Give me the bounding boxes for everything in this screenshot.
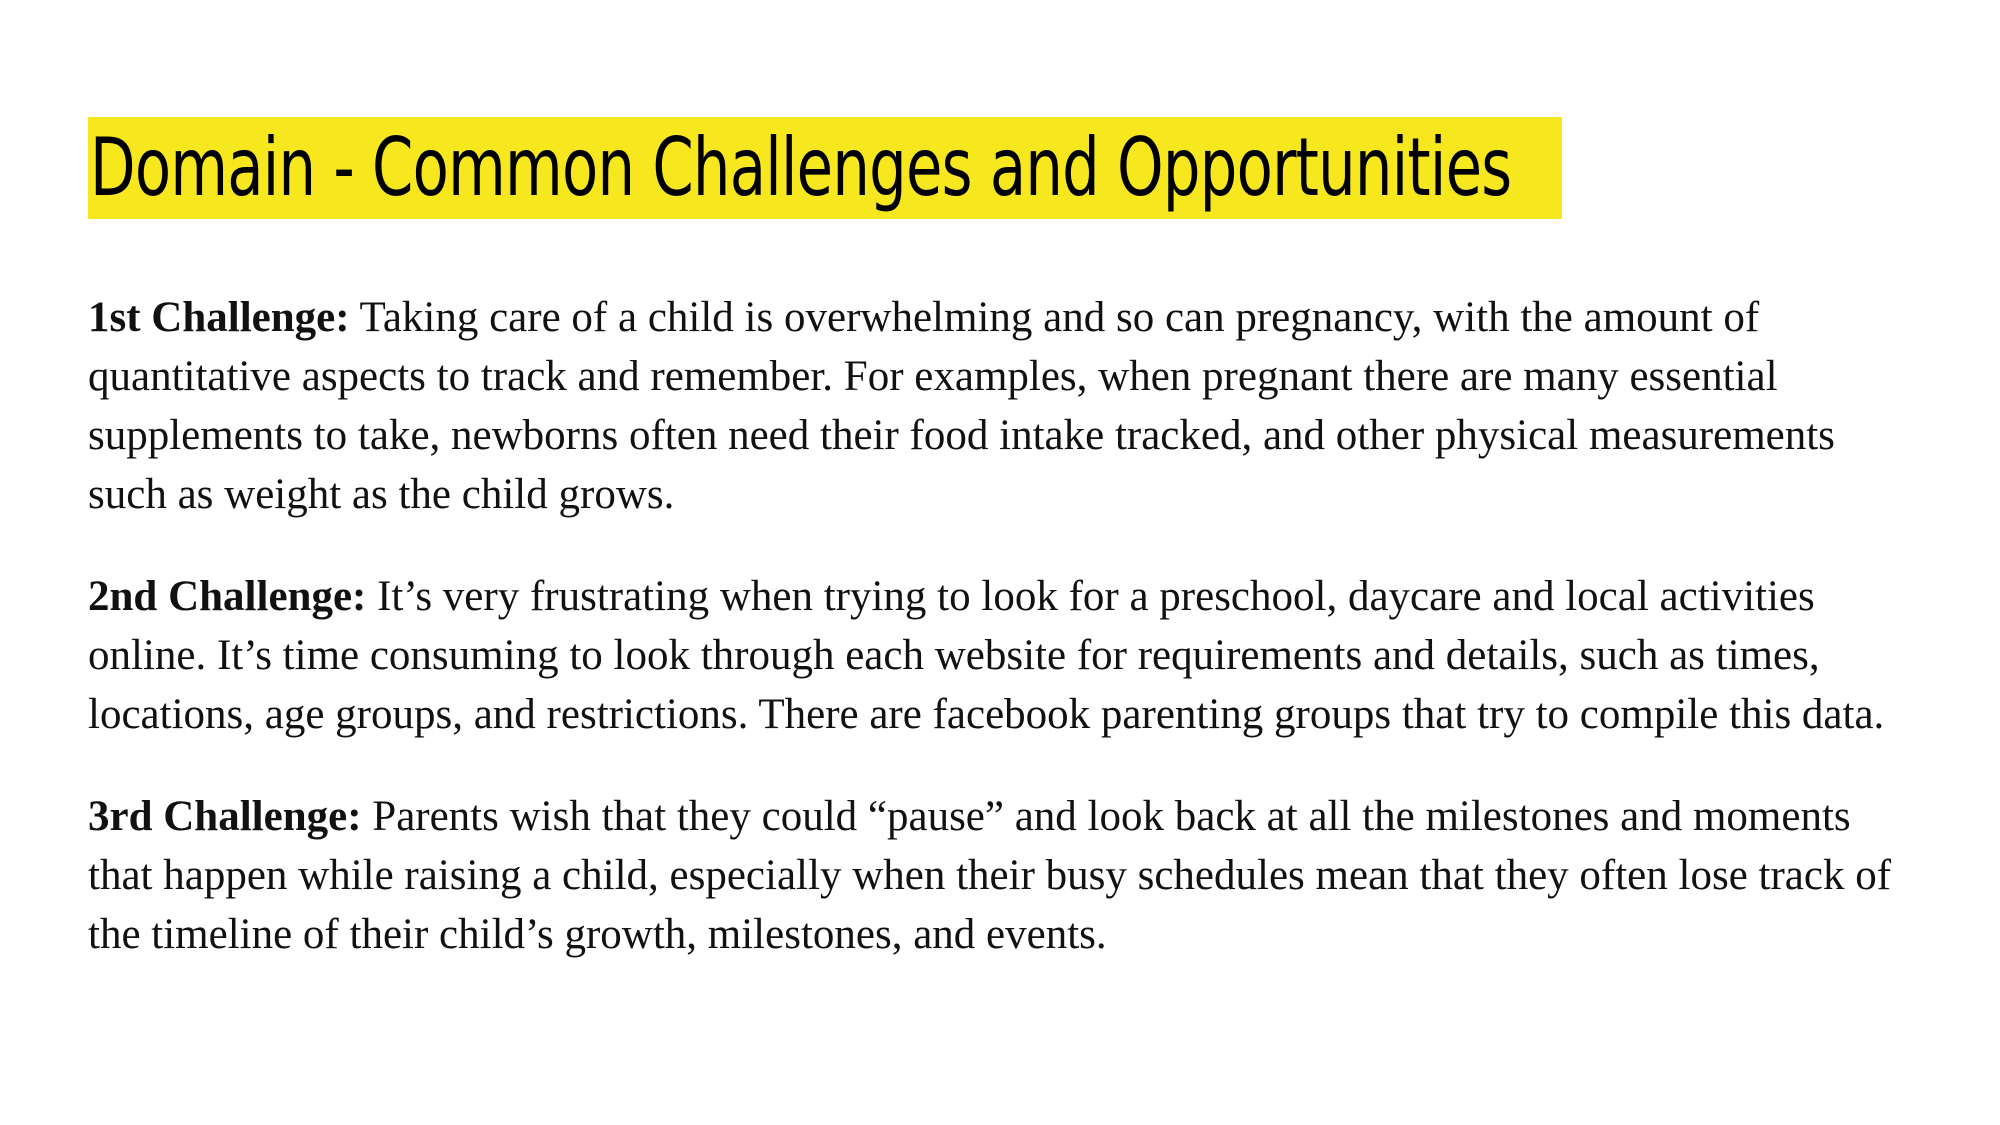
challenge-1 [88, 288, 1918, 524]
challenge-2-label: 2nd Challenge: [88, 573, 367, 620]
challenge-3-text: Parents wish that they could “pause” and look back at all the milestones and moments that happen while raising a child, especially when their busy schedules mean that they often lose track of the timeline of their child’s growth, milestones, and events. [88, 793, 1892, 958]
challenge-2 [88, 567, 1918, 744]
challenge-3-label: 3rd Challenge: [88, 793, 362, 840]
challenge-1-text: Taking care of a child is overwhelming and so can pregnancy, with the amount of quantitative aspects to track and remember. For examples, when pregnant there are many essential supplements to take, newborns often need their food intake tracked, and other physical measurements such as weight as the child grows. [88, 294, 1835, 518]
page-title: Domain - Common Challenges and Opportunities [90, 121, 1512, 214]
challenges-list [88, 288, 1918, 1007]
challenge-2-text: It’s very frustrating when trying to look for a preschool, daycare and local activities online. It’s time consuming to look through each website for requirements and details, such as times, locations, age groups, and restrictions. There are facebook parenting groups that try to compile this data. [88, 573, 1885, 738]
challenge-3 [88, 787, 1918, 964]
challenge-1-label: 1st Challenge: [88, 294, 350, 341]
